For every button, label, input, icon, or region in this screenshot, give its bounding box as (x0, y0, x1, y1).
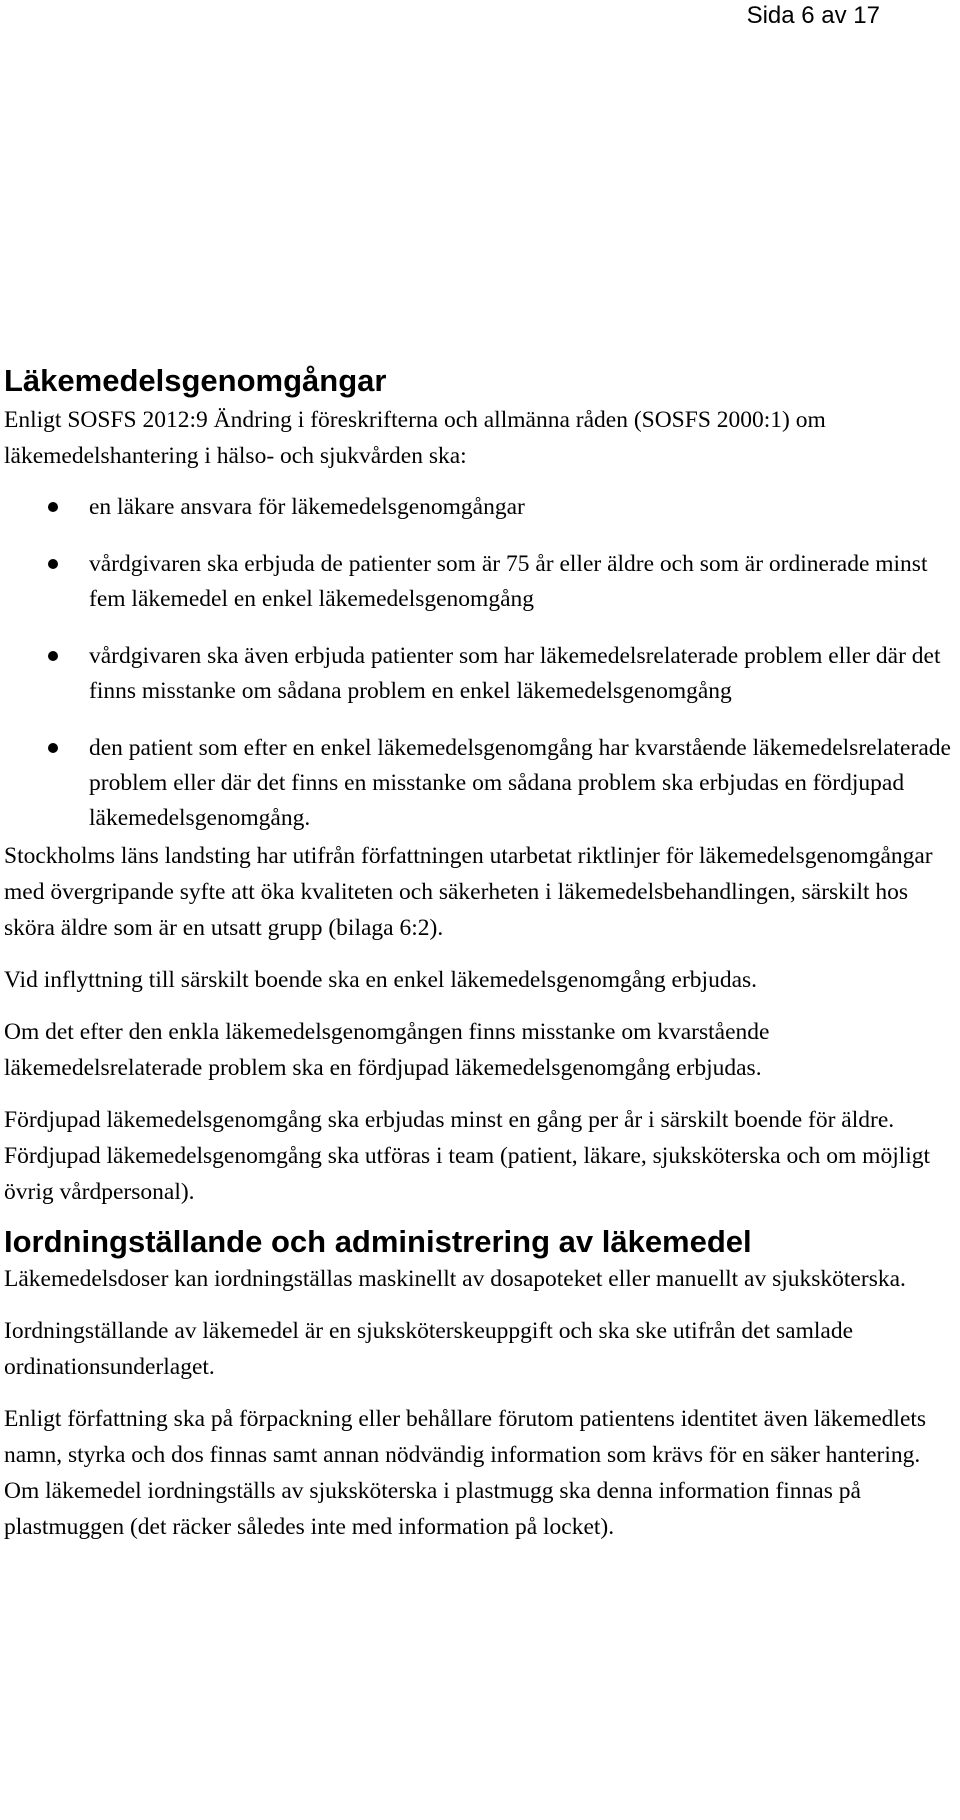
bullet-icon (48, 502, 58, 512)
paragraph-inflyttning: Vid inflyttning till särskilt boende ska en enkel läkemedelsgenomgång erbjudas. (4, 967, 758, 993)
paragraph-riktlinjer: Stockholms läns landsting har utifrån författningen utarbetat riktlinjer för läkemedelsgenomgångar med övergripande syfte att öka kvaliteten och säkerheten i läkemedelsbehandlingen, särskilt hos sköra äldre som är en utsatt grupp (bilaga 6:2). (4, 843, 933, 941)
intro-paragraph: Enligt SOSFS 2012:9 Ändring i föreskrifterna och allmänna råden (SOSFS 2000:1) om läkemedelshantering i hälso- och sjukvården ska: (4, 407, 826, 469)
list-item-text: vårdgivaren ska erbjuda de patienter som är 75 år eller äldre och som är ordinerade minst fem läkemedel en enkel läkemedelsgenomgång (89, 551, 928, 612)
bullet-list (4, 490, 954, 836)
list-item-text: en läkare ansvara för läkemedelsgenomgångar (89, 494, 525, 520)
list-item (4, 547, 954, 617)
paragraph-dosapotek: Läkemedelsdoser kan iordningställas maskinellt av dosapoteket eller manuellt av sjuksköterska. (4, 1266, 906, 1292)
paragraph-sjukskoterskeuppgift: Iordningställande av läkemedel är en sjuksköterskeuppgift och ska ske utifrån det samlade ordinationsunderlaget. (4, 1318, 853, 1380)
paragraph-forpackning: Enligt författning ska på förpackning eller behållare förutom patientens identitet även läkemedlets namn, styrka och dos finnas samt annan nödvändig information som krävs för en säker hantering. Om läkemedel iordningställs av sjuksköterska i plastmugg ska denna information finnas på plastmuggen (det räcker således inte med information på locket). (4, 1406, 927, 1540)
document-body (4, 363, 954, 1545)
list-item (4, 639, 954, 709)
section-heading-lakemedelsgenomgangar: Läkemedelsgenomgångar (4, 363, 387, 398)
bullet-icon (48, 651, 58, 661)
list-item (4, 731, 954, 836)
page-number: Sida 6 av 17 (746, 2, 880, 29)
list-item (4, 490, 954, 525)
section-heading-iordningstallande: Iordningställande och administrering av läkemedel (4, 1224, 752, 1259)
list-item-text: den patient som efter en enkel läkemedelsgenomgång har kvarstående läkemedelsrelaterade problem eller där det finns en misstanke om sådana problem ska erbjudas en fördjupad läkemedelsgenomgång. (89, 735, 951, 831)
bullet-icon (48, 743, 58, 753)
bullet-icon (48, 559, 58, 569)
paragraph-misstanke: Om det efter den enkla läkemedelsgenomgången finns misstanke om kvarstående läkemedelsrelaterade problem ska en fördjupad läkemedelsgenomgång erbjudas. (4, 1019, 770, 1081)
paragraph-fordjupad: Fördjupad läkemedelsgenomgång ska erbjudas minst en gång per år i särskilt boende för äldre. Fördjupad läkemedelsgenomgång ska utföras i team (patient, läkare, sjuksköterska och om möjligt övrig vårdpersonal). (4, 1107, 931, 1205)
list-item-text: vårdgivaren ska även erbjuda patienter som har läkemedelsrelaterade problem eller där det finns misstanke om sådana problem en enkel läkemedelsgenomgång (89, 643, 941, 704)
